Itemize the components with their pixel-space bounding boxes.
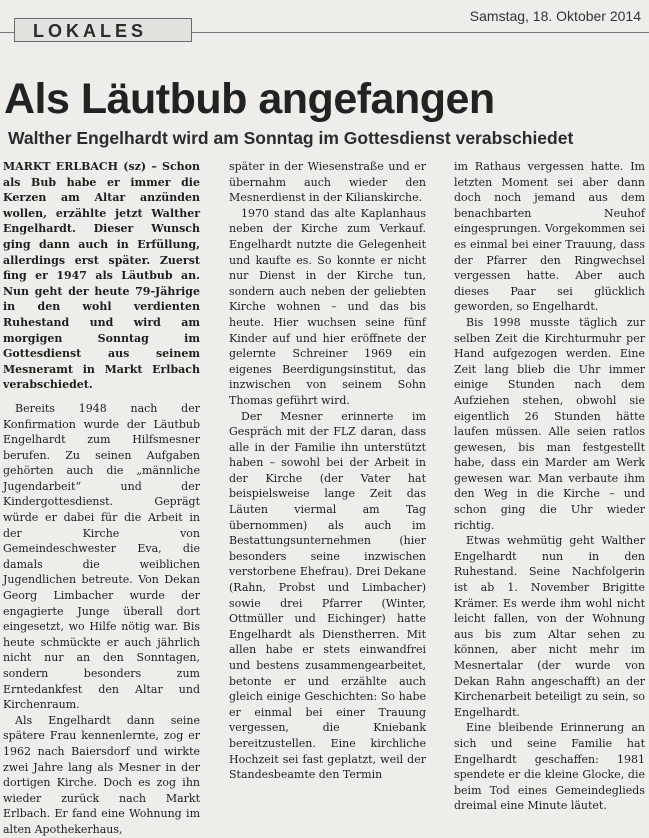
article-paragraph: Eine bleibende Erinnerung an sich und seine Familie hat Engelhardt geschaffen: 1981 spendete er die kleine Glocke, die beim Tod eines Gemeindeglieds dreimal eine Minute läutet. (454, 721, 645, 813)
article-paragraph: Der Mesner erinnerte im Gespräch mit der FLZ daran, dass alle in der Familie ihn unterstützt haben – sowohl bei der Arbeit in der Kirche (der Vater hat beispielsweise lange Zeit das Läuten viermal am Tag übernommen) als auch im Bestattungsunternehmen (hier besonders seine inzwischen verstorbene Ehefrau). Drei Dekane (Rahn, Probst und Limbacher) sowie drei Pfarrer (Winter, Ottmüller und Eichinger) hatte Engelhardt als Dienstherren. Mit allen habe er stets einwandfrei und bestens zusammengearbeitet, betonte er und erzählte auch gleich einige Geschichten: So habe er einmal bei einer Trauung vergessen, die Kniebank bereitzustellen. Eine kirchliche Hochzeit sei fast geplatzt, weil der Standesbeamte den Termin (229, 409, 426, 782)
header-rule-left (0, 32, 14, 33)
article-paragraph: Etwas wehmütig geht Walther Engelhardt nun in den Ruhestand. Seine Nachfolgerin ist ab 1. November Brigitte Krämer. Es werde ihm wohl nicht leicht fallen, von der Wohnung aus bis zum Altar sehen zu können, aber nicht mehr im Mesnertalar (der wurde von Dekan Rahn angeschafft) an der Kirchenarbeit beteiligt zu sein, so Engelhardt. (454, 534, 645, 719)
article-subheadline: Walther Engelhardt wird am Sonntag im Gottesdienst verabschiedet (8, 128, 574, 148)
section-label: LOKALES (14, 18, 192, 42)
issue-date: Samstag, 18. Oktober 2014 (469, 8, 641, 24)
article-paragraph: später in der Wiesenstraße und er übernahm auch wieder den Mesnerdienst in der Kilianskirche. (229, 160, 426, 205)
article-paragraph: 1970 stand das alte Kaplanhaus neben der Kirche zum Verkauf. Engelhardt nutzte die Gelegenheit und kaufte es. So konnte er nicht nur Dienst in der Kirche tun, sondern auch neben der geliebten Kirche wohnen – und das bis heute. Hier wuchsen seine fünf Kinder auf und hier eröffnete der gelernte Schreiner 1969 ein eigenes Beerdigungsinstitut, das inzwischen von seinem Sohn Thomas geführt wird. (229, 206, 426, 407)
article-paragraph: Bereits 1948 nach der Konfirmation wurde der Läutbub Engelhardt zum Hilfsmesner berufen. Zu seinen Aufgaben gehörten auch die „männliche Jugendarbeit“ und der Kindergottesdienst. Geprägt würde er dabei für die Arbeit in der Kirche von Gemeindeschwester Eva, die damals die weiblichen Jugendlichen betreute. Von Dekan Georg Limbacher wurde der engagierte Junge überall dort eingesetzt, wo Hilfe nötig war. Bis heute schmückte er auch jährlich nicht nur an den Sonntagen, sondern besonders zum Erntedankfest den Altar und Kirchenraum. (3, 401, 200, 712)
article-paragraph: im Rathaus vergessen hatte. Im letzten Moment sei aber dann doch noch jemand aus dem benachbarten Neuhof eingesprungen. Vorgekommen sei es einmal bei einer Trauung, dass der Pfarrer den Ringwechsel vergessen hatte. Aber auch dieses Paar sei glücklich geworden, so Engelhardt. (454, 160, 645, 314)
header-rule-right (192, 32, 649, 33)
article-column-2 (229, 159, 426, 783)
article-paragraph: Bis 1998 musste täglich zur selben Zeit die Kirchturmuhr per Hand aufgezogen werden. Eine Zeit lang blieb die Uhr immer einige Stunden nach dem Aufziehen stehen, obwohl sie eigentlich 26 Stunden hätte laufen müssen. Alle seien ratlos gewesen, bis man festgestellt habe, dass ein Marder am Werk gewesen war. Man verbaute ihm den Weg in die Kirche – und schon ging die Uhr wieder richtig. (454, 315, 645, 532)
article-lead: MARKT ERLBACH (sz) – Schon als Bub habe er immer die Kerzen am Altar anzünden wollen, erzählte jetzt Walther Engelhardt. Dieser Wunsch ging dann auch in Erfüllung, allerdings erst später. Zuerst fing er 1947 als Läutbub an. Nun geht der heute 79-Jährige in den wohl verdienten Ruhestand und wird am morgigen Sonntag im Gottesdienst aus seinem Mesneramt in Markt Erlbach verabschiedet. (3, 160, 200, 392)
article-column-3 (454, 159, 645, 814)
article-headline: Als Läutbub angefangen (4, 75, 495, 123)
article-column-1 (3, 159, 200, 838)
article-paragraph: Als Engelhardt dann seine spätere Frau kennenlernte, zog er 1962 nach Baiersdorf und wirkte zwei Jahre lang als Mesner in der dortigen Kirche. Doch es zog ihn wieder zurück nach Markt Erlbach. Er fand eine Wohnung im alten Apothekerhaus, (3, 713, 200, 836)
page-header (0, 0, 649, 50)
